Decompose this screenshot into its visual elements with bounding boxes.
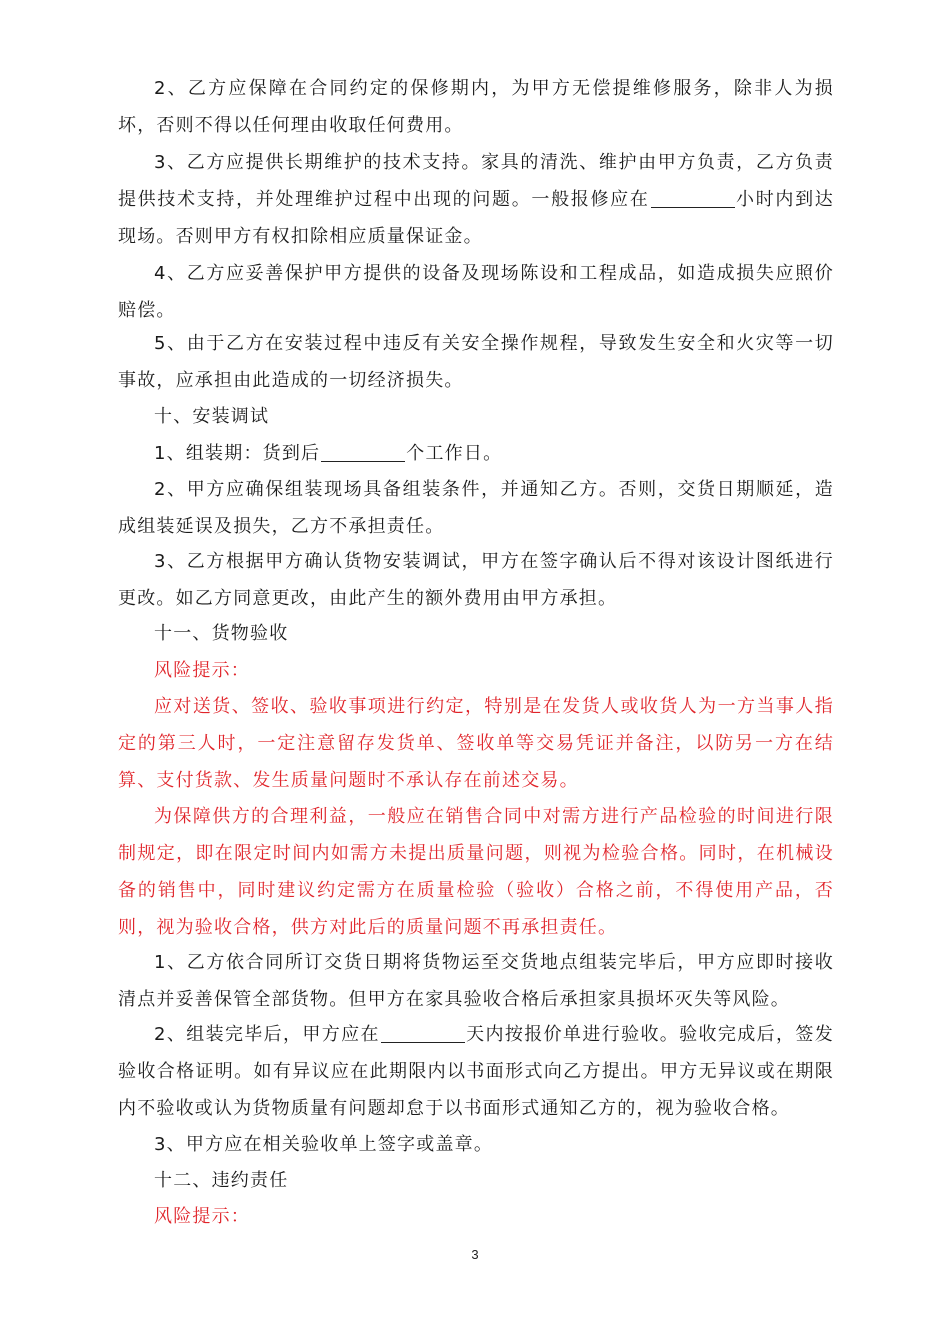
clause-11-2-text-b: 天内按报价单进行验收。验收完成后，签发验收合格证明。如有异议应在此期限内以书面形式向乙方提出。甲方无异议或在期限内不验收或认为货物质量有问题却怠于以书面形式通知乙方的，视为验收合格。 xyxy=(118,1024,834,1119)
risk-warning-label: 风险提示： xyxy=(154,1206,250,1227)
clause-10-2: 2、甲方应确保组装现场具备组装条件，并通知乙方。否则，交货日期顺延，造成组装延误及损失，乙方不承担责任。 xyxy=(118,479,834,537)
clause-9-3-text-b: 小时内到达现场。否则甲方有权扣除相应质量保证金。 xyxy=(118,189,834,247)
clause-9-3-text-a: 3、乙方应提供长期维护的技术支持。家具的清洗、维护由甲方负责，乙方负责提供技术支持，并处理维护过程中出现的问题。一般报修应在 xyxy=(118,152,834,210)
risk-warning-label: 风险提示： xyxy=(154,660,250,681)
clause-10-1-text-b: 个工作日。 xyxy=(406,443,503,464)
page-number: 3 xyxy=(471,1247,479,1262)
clause-11-2-text-a: 2、组装完毕后，甲方应在 xyxy=(154,1024,380,1045)
risk-note-2: 为保障供方的合理利益，一般应在销售合同中对需方进行产品检验的时间进行限制规定，即在限定时间内如需方未提出质量问题，则视为检验合格。同时，在机械设备的销售中，同时建议约定需方在质量检验（验收）合格之前，不得使用产品，否则，视为验收合格，供方对此后的质量问题不再承担责任。 xyxy=(118,806,834,938)
clause-11-1: 1、乙方依合同所订交货日期将货物运至交货地点组装完毕后，甲方应即时接收清点并妥善保管全部货物。但甲方在家具验收合格后承担家具损坏灭失等风险。 xyxy=(118,952,834,1010)
section-heading-10: 十、安装调试 xyxy=(154,406,270,427)
blank-line xyxy=(321,443,405,462)
clause-9-4: 4、乙方应妥善保护甲方提供的设备及现场陈设和工程成品，如造成损失应照价赔偿。 xyxy=(118,263,834,321)
clause-10-1 xyxy=(118,435,834,472)
risk-note-1: 应对送货、签收、验收事项进行约定，特别是在发货人或收货人为一方当事人指定的第三人时，一定注意留存发货单、签收单等交易凭证并备注，以防另一方在结算、支付货款、发生质量问题时不承认存在前述交易。 xyxy=(118,696,834,791)
clause-9-2: 2、乙方应保障在合同约定的保修期内，为甲方无偿提维修服务，除非人为损坏，否则不得以任何理由收取任何费用。 xyxy=(118,78,834,136)
clause-10-3: 3、乙方根据甲方确认货物安装调试，甲方在签字确认后不得对该设计图纸进行更改。如乙方同意更改，由此产生的额外费用由甲方承担。 xyxy=(118,551,834,609)
clause-9-3 xyxy=(118,144,834,255)
blank-line xyxy=(381,1024,465,1043)
clause-10-1-text-a: 1、组装期：货到后 xyxy=(154,443,321,464)
clause-11-3: 3、甲方应在相关验收单上签字或盖章。 xyxy=(154,1134,494,1155)
section-heading-12: 十二、违约责任 xyxy=(154,1170,289,1191)
clause-11-2 xyxy=(118,1016,834,1127)
blank-line xyxy=(651,189,735,208)
clause-9-5: 5、由于乙方在安装过程中违反有关安全操作规程，导致发生安全和火灾等一切事故，应承担由此造成的一切经济损失。 xyxy=(118,333,834,391)
section-heading-11: 十一、货物验收 xyxy=(154,623,289,644)
